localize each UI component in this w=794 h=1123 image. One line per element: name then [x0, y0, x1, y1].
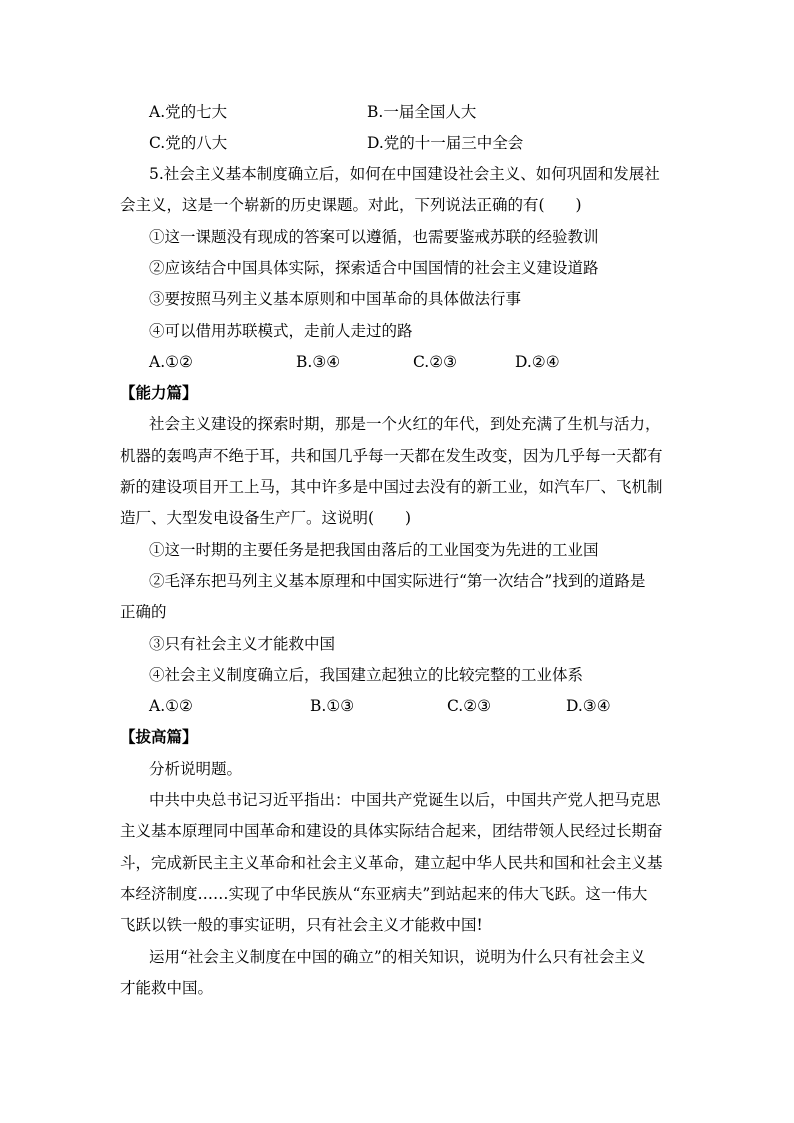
ability-paragraph-line-1: 社会主义建设的探索时期，那是一个火红的年代，到处充满了生机与活力， — [149, 415, 661, 433]
advanced-intro: 分析说明题。 — [149, 760, 243, 778]
ability-option-a: A.①② — [149, 697, 193, 715]
q5-option-c: C.②③ — [413, 353, 458, 371]
q5-option-d: D.②④ — [515, 353, 560, 371]
ability-statement-3: ③只有社会主义才能救中国 — [149, 635, 336, 653]
advanced-question-line-1: 运用“社会主义制度在中国的确立”的相关知识，说明为什么只有社会主义 — [149, 948, 646, 966]
q4-option-a: A.党的七大 — [149, 103, 228, 121]
advanced-paragraph-line-1: 中共中央总书记习近平指出：中国共产党诞生以后，中国共产党人把马克思 — [149, 791, 661, 809]
advanced-question-line-2: 才能救中国。 — [120, 979, 214, 997]
ability-paragraph-line-3: 新的建设项目开工上马，其中许多是中国过去没有的新工业，如汽车厂、飞机制 — [120, 478, 663, 496]
ability-statement-2-line-2: 正确的 — [120, 603, 167, 621]
q5-statement-2: ②应该结合中国具体实际，探索适合中国国情的社会主义建设道路 — [149, 259, 599, 277]
advanced-paragraph-line-2: 主义基本原理同中国革命和建设的具体实际结合起来，团结带领人民经过长期奋 — [120, 822, 663, 840]
ability-section-heading: 【能力篇】 — [120, 384, 198, 402]
q5-option-a: A.①② — [149, 353, 193, 371]
q5-stem-line-1: 5.社会主义基本制度确立后，如何在中国建设社会主义、如何巩固和发展社 — [149, 165, 660, 183]
q4-option-b: B.一届全国人大 — [367, 103, 477, 121]
q5-statement-3: ③要按照马列主义基本原则和中国革命的具体做法行事 — [149, 290, 522, 308]
ability-statement-4: ④社会主义制度确立后，我国建立起独立的比较完整的工业体系 — [149, 666, 584, 684]
ability-option-d: D.③④ — [566, 697, 611, 715]
q5-option-b: B.③④ — [296, 353, 341, 371]
advanced-section-heading: 【拔高篇】 — [120, 728, 198, 746]
advanced-paragraph-line-3: 斗，完成新民主主义革命和社会主义革命，建立起中华人民共和国和社会主义基 — [120, 854, 663, 872]
ability-option-c: C.②③ — [447, 697, 492, 715]
ability-paragraph-line-2: 机器的轰鸣声不绝于耳，共和国几乎每一天都在发生改变，因为几乎每一天都有 — [120, 447, 663, 465]
advanced-paragraph-line-5: 飞跃以铁一般的事实证明，只有社会主义才能救中国! — [120, 916, 483, 934]
advanced-paragraph-line-4: 本经济制度……实现了中华民族从“东亚病夫”到站起来的伟大飞跃。这一伟大 — [120, 885, 648, 903]
ability-statement-1: ①这一时期的主要任务是把我国由落后的工业国变为先进的工业国 — [149, 541, 599, 559]
ability-paragraph-line-4: 造厂、大型发电设备生产厂。这说明( ) — [120, 509, 412, 527]
ability-option-b: B.①③ — [310, 697, 355, 715]
ability-statement-2-line-1: ②毛泽东把马列主义基本原理和中国实际进行“第一次结合”找到的道路是 — [149, 572, 646, 590]
q5-stem-line-2: 会主义，这是一个崭新的历史课题。对此，下列说法正确的有( ) — [120, 196, 582, 214]
q4-option-d: D.党的十一届三中全会 — [367, 134, 524, 152]
q5-statement-1: ①这一课题没有现成的答案可以遵循，也需要鉴戒苏联的经验教训 — [149, 228, 599, 246]
q5-statement-4: ④可以借用苏联模式，走前人走过的路 — [149, 322, 413, 340]
q4-option-c: C.党的八大 — [149, 134, 228, 152]
